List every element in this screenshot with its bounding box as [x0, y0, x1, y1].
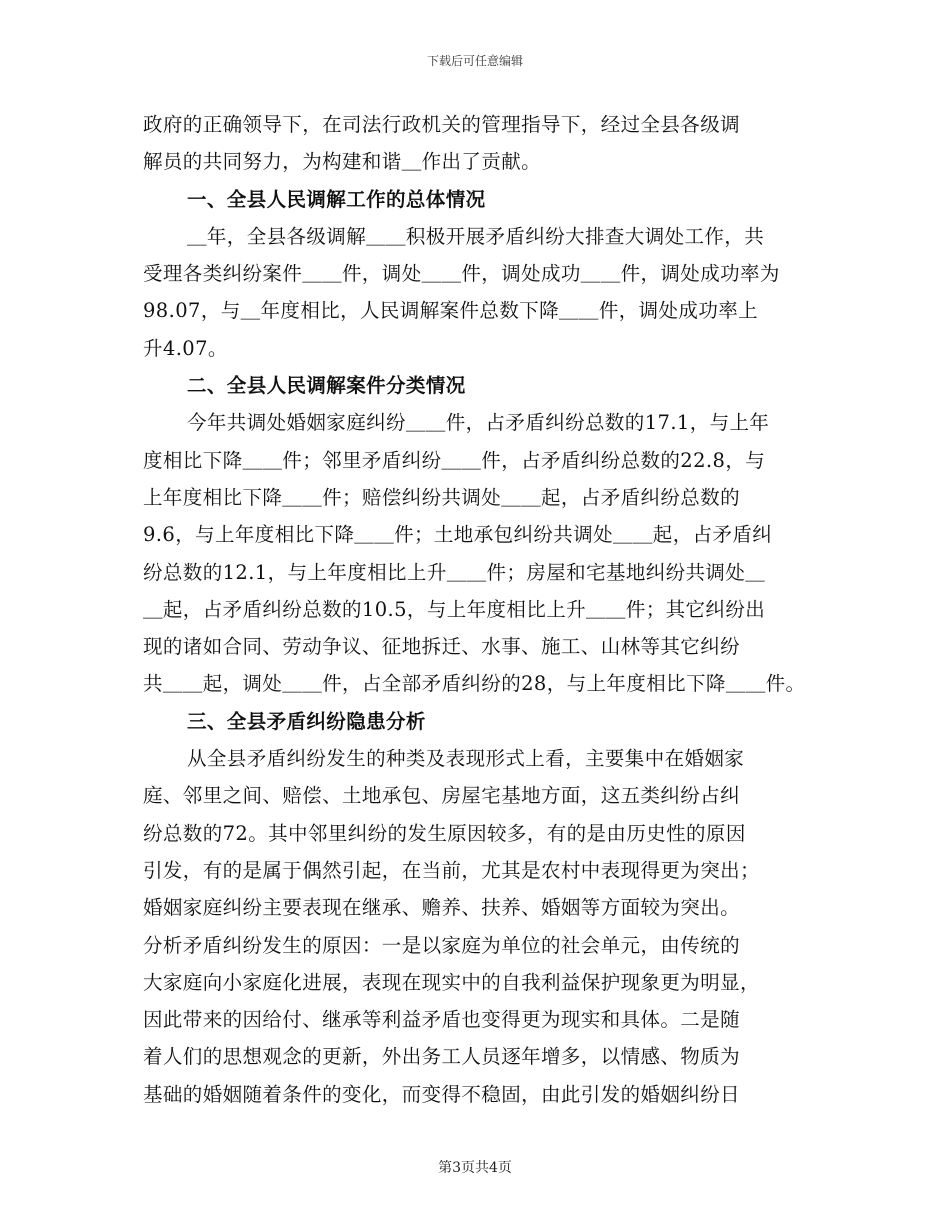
body-line: 升4.07。	[143, 336, 228, 360]
body-line: 从全县矛盾纠纷发生的种类及表现形式上看，主要集中在婚姻家	[187, 747, 745, 771]
body-line: 今年共调处婚姻家庭纠纷＿＿件，占矛盾纠纷总数的17.1，与上年	[187, 411, 770, 435]
section-heading-3: 三、全县矛盾纠纷隐患分析	[187, 709, 426, 733]
body-line: 因此带来的因给付、继承等利益矛盾也变得更为现实和具体。二是随	[143, 1008, 741, 1032]
body-line: 9.6，与上年度相比下降＿＿件；土地承包纠纷共调处＿＿起，占矛盾纠	[143, 523, 773, 547]
body-line: 上年度相比下降＿＿件；赔偿纠纷共调处＿＿起，占矛盾纠纷总数的	[143, 485, 741, 509]
body-line: 度相比下降＿＿件；邻里矛盾纠纷＿＿件，占矛盾纠纷总数的22.8，与	[143, 448, 766, 472]
section-heading-1: 一、全县人民调解工作的总体情况	[187, 187, 486, 211]
body-line: 引发，有的是属于偶然引起，在当前，尤其是农村中表现得更为突出；	[143, 858, 760, 882]
body-line: ＿起，占矛盾纠纷总数的10.5，与上年度相比上升＿＿件；其它纠纷出	[143, 597, 766, 621]
body-line: 受理各类纠纷案件＿＿件，调处＿＿件，调处成功＿＿件，调处成功率为	[143, 262, 780, 286]
body-line: 98.07，与＿年度相比，人民调解案件总数下降＿＿件，调处成功率上	[143, 299, 759, 323]
body-line: 政府的正确领导下，在司法行政机关的管理指导下，经过全县各级调	[143, 113, 741, 136]
body-line: 大家庭向小家庭化进展，表现在现实中的自我利益保护现象更为明显，	[143, 970, 760, 994]
body-line: 纷总数的72。其中邻里纠纷的发生原因较多，有的是由历史性的原因	[143, 821, 746, 845]
body-line: 解员的共同努力，为构建和谐＿作出了贡献。	[143, 150, 542, 174]
body-line: 分析矛盾纠纷发生的原因：一是以家庭为单位的社会单元，由传统的	[143, 933, 741, 957]
body-line: 着人们的思想观念的更新，外出务工人员逐年增多，以情感、物质为	[143, 1045, 741, 1069]
body-line: ＿年，全县各级调解＿＿积极开展矛盾纠纷大排查大调处工作，共	[187, 224, 765, 248]
body-line: 基础的婚姻随着条件的变化，而变得不稳固，由此引发的婚姻纠纷日	[143, 1082, 741, 1106]
body-line: 婚姻家庭纠纷主要表现在继承、赡养、扶养、婚姻等方面较为突出。	[143, 896, 741, 920]
body-line: 现的诸如合同、劳动争议、征地拆迁、水事、施工、山林等其它纠纷	[143, 635, 741, 659]
section-heading-2: 二、全县人民调解案件分类情况	[187, 374, 466, 398]
body-line: 庭、邻里之间、赔偿、土地承包、房屋宅基地方面，这五类纠纷占纠	[143, 784, 741, 808]
body-line: 共＿＿起，调处＿＿件，占全部矛盾纠纷的28，与上年度相比下降＿＿件。	[143, 672, 806, 696]
document-body	[143, 106, 808, 1113]
body-line: 纷总数的12.1，与上年度相比上升＿＿件；房屋和宅基地纠纷共调处＿	[143, 560, 766, 584]
page-header: 下载后可任意编辑	[426, 54, 523, 68]
page-footer: 第3页共4页	[438, 1160, 512, 1176]
